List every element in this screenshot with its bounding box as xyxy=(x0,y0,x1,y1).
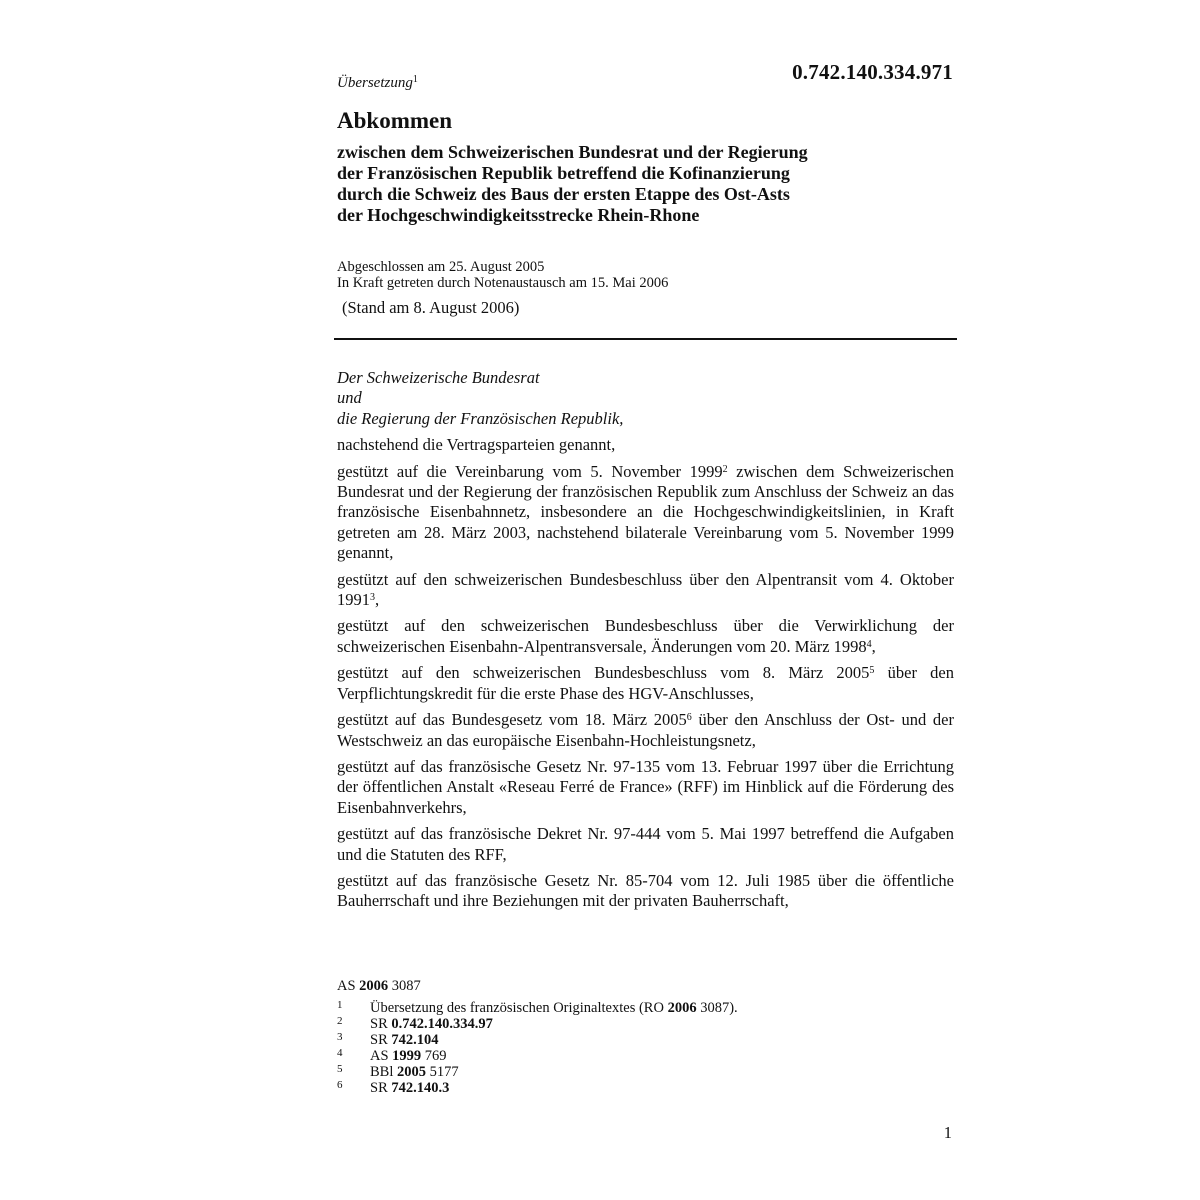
contracting-parties xyxy=(337,368,954,429)
footnote-ref[interactable]: 3 xyxy=(370,592,375,604)
footnote-ref[interactable]: 1 xyxy=(412,74,418,85)
paragraph-text: gestützt auf die Vereinbarung vom 5. November 1999 xyxy=(337,461,723,481)
as-page: 3087 xyxy=(388,978,421,994)
preamble-paragraph: gestützt auf das französische Gesetz Nr. 85-704 vom 12. Juli 1985 über die öffentliche Bauherrschaft und ihre Beziehungen mit der privaten Bauherrschaft, xyxy=(337,870,954,911)
subtitle-line: der Französischen Republik betreffend die Kofinanzierung xyxy=(337,163,790,183)
footnote-bold: 742.140.3 xyxy=(391,1080,450,1096)
preamble-paragraph: gestützt auf das französische Gesetz Nr. 97-135 vom 13. Februar 1997 über die Errichtung der öffentlichen Anstalt «Reseau Ferré de France» (RFF) im Hinblick auf die Förderung des Eisenbahnverkehrs, xyxy=(337,756,954,817)
preamble-paragraph xyxy=(337,462,954,564)
footnote-ref[interactable]: 2 xyxy=(722,463,728,475)
document-meta xyxy=(337,259,668,291)
header-divider xyxy=(334,338,957,340)
footnote-post: 5177 xyxy=(426,1064,459,1080)
footnote-pre: SR xyxy=(370,1016,392,1032)
footnote-ref[interactable]: 4 xyxy=(866,638,872,650)
footnote-bold: 1999 xyxy=(392,1048,422,1064)
footnote xyxy=(337,1032,954,1048)
footnote xyxy=(337,1048,954,1064)
footnote-bold: 2005 xyxy=(397,1064,426,1080)
subtitle-line: der Hochgeschwindigkeitsstrecke Rhein-Rhone xyxy=(337,205,700,225)
paragraph-text: zwischen dem Schweizerischen Bundesrat und der Regierung der französischen Republik zum Anschluss der Schweiz an das französische Eisenbahnnetz, insbesondere an die Hochgeschwindigkeitslinien, in Kraft getreten am 28. März 2003, nachstehend bilaterale Vereinbarung vom 5. November 1999 genannt, xyxy=(337,461,954,563)
footnote-number: 5 xyxy=(337,1063,343,1075)
preamble-paragraph xyxy=(337,663,954,704)
translation-label: Übersetzung xyxy=(337,75,413,91)
page-footer xyxy=(337,978,954,1096)
sr-number: 0.742.140.334.971 xyxy=(792,60,953,84)
translation-note xyxy=(337,74,418,92)
party-conjunction: und xyxy=(337,388,362,408)
footnote xyxy=(337,1080,954,1096)
footnote-pre: AS xyxy=(370,1048,393,1064)
page-number: 1 xyxy=(943,1123,952,1142)
footnote-bold: 2006 xyxy=(667,1000,697,1016)
status-date: (Stand am 8. August 2006) xyxy=(342,298,520,317)
in-force-date: In Kraft getreten durch Notenaustausch am 15. Mai 2006 xyxy=(337,275,669,291)
footnotes xyxy=(337,1000,954,1096)
footnote-pre: SR xyxy=(370,1080,392,1096)
footnote xyxy=(337,1064,954,1080)
as-year: 2006 xyxy=(359,978,389,994)
footnote-bold: 0.742.140.334.97 xyxy=(391,1016,493,1032)
preamble xyxy=(337,368,954,912)
official-collection-ref xyxy=(337,978,954,994)
footnote-number: 3 xyxy=(337,1031,343,1043)
preamble-paragraph xyxy=(337,570,954,611)
concluded-date: Abgeschlossen am 25. August 2005 xyxy=(337,259,545,275)
footnote-pre: BBl xyxy=(370,1064,397,1080)
footnote-text xyxy=(370,1000,738,1016)
footnote xyxy=(337,1016,954,1032)
footnote-ref[interactable]: 5 xyxy=(869,665,875,677)
footnote-text xyxy=(370,1016,493,1032)
footnote-text xyxy=(370,1048,447,1064)
party-swiss: Der Schweizerische Bundesrat xyxy=(337,368,540,387)
subtitle-line: durch die Schweiz des Baus der ersten Etappe des Ost-Asts xyxy=(337,184,790,204)
paragraph-text: gestützt auf den schweizerischen Bundesbeschluss über die Verwirklichung der schweizerischen Eisenbahn-Alpentransversale, Änderungen vom 20. März 1998 xyxy=(337,616,954,656)
footnote-pre: Übersetzung des französischen Originaltextes (RO xyxy=(370,1000,668,1016)
preamble-paragraph xyxy=(337,710,954,751)
paragraph-text: gestützt auf den schweizerischen Bundesbeschluss vom 8. März 2005 xyxy=(337,663,870,683)
party-french: die Regierung der Französischen Republik, xyxy=(337,408,624,428)
footnote-number: 1 xyxy=(337,999,343,1011)
as-prefix: AS xyxy=(337,978,360,994)
footnote-post: 3087). xyxy=(696,1000,738,1016)
footnote-number: 4 xyxy=(337,1047,343,1059)
footnote-number: 2 xyxy=(337,1015,343,1027)
document-page xyxy=(337,0,957,1200)
paragraph-text: , xyxy=(871,636,876,656)
footnote-bold: 742.104 xyxy=(391,1032,439,1048)
footnote-post: 769 xyxy=(421,1048,447,1064)
footnote-text xyxy=(370,1080,449,1096)
footnote-text xyxy=(370,1032,439,1048)
footnote-pre: SR xyxy=(370,1032,392,1048)
paragraph-text: über den Verpflichtungskredit für die erste Phase des HGV-Anschlusses, xyxy=(337,663,954,703)
footnote-text xyxy=(370,1064,459,1080)
footnote-ref[interactable]: 6 xyxy=(686,712,692,724)
preamble-paragraph xyxy=(337,616,954,657)
footnote xyxy=(337,1000,954,1016)
paragraph-text: gestützt auf den schweizerischen Bundesbeschluss über den Alpentransit vom 4. Oktober 1991 xyxy=(337,569,954,610)
paragraph-text: , xyxy=(375,590,380,610)
paragraph-text: über den Anschluss der Ost- und der Westschweiz an das europäische Eisenbahn-Hochleistungsnetz, xyxy=(337,710,954,750)
parties-designation: nachstehend die Vertragsparteien genannt, xyxy=(337,435,616,455)
document-subtitle xyxy=(337,142,897,226)
document-title: Abkommen xyxy=(337,108,453,133)
subtitle-line: zwischen dem Schweizerischen Bundesrat und der Regierung xyxy=(337,142,808,162)
preamble-paragraph: gestützt auf das französische Dekret Nr. 97-444 vom 5. Mai 1997 betreffend die Aufgaben und die Statuten des RFF, xyxy=(337,824,954,864)
footnote-number: 6 xyxy=(337,1079,343,1091)
paragraph-text: gestützt auf das Bundesgesetz vom 18. März 2005 xyxy=(337,710,687,730)
